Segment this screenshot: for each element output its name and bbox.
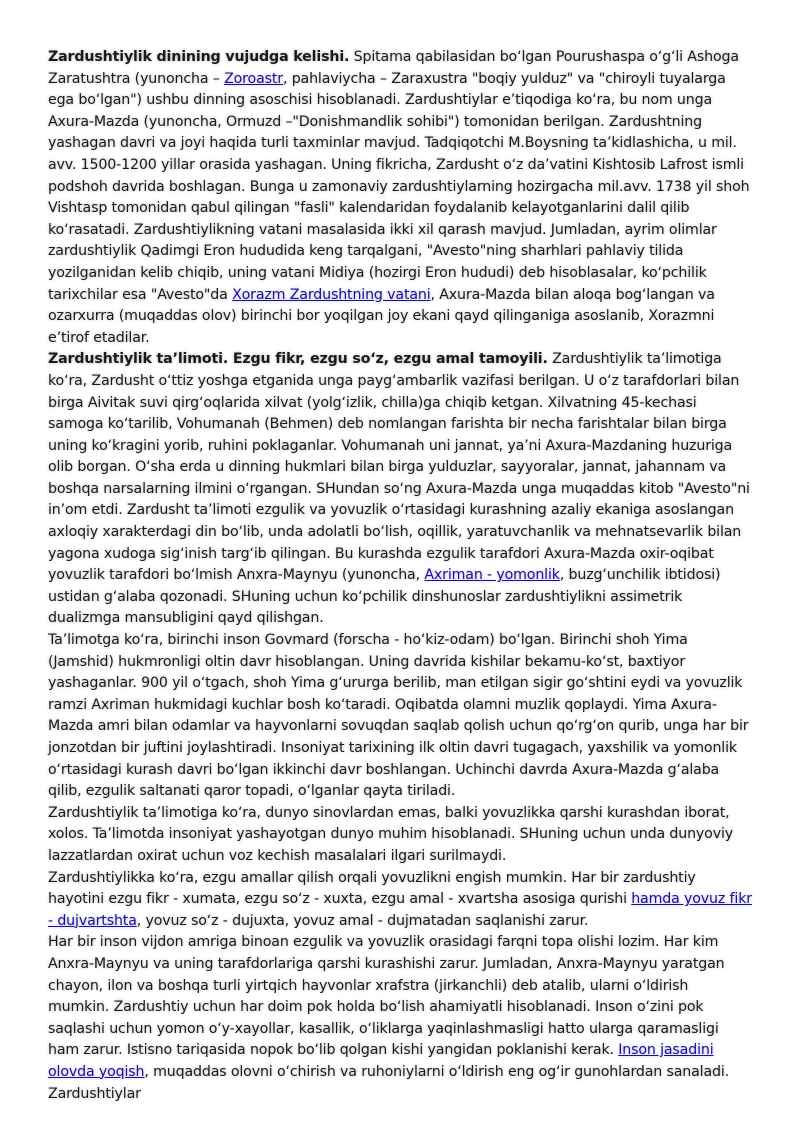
section-heading-teaching: Zardushtiylik ta’limoti. Ezgu fikr, ezgu so‘z, ezgu amal tamoyili. (48, 351, 548, 368)
paragraph-text: , muqaddas olovni o‘chirish va ruhoniylarni o‘ldirish eng og‘ir gunohlardan sanaladi. Zardushtiylar (48, 1063, 729, 1102)
link-xorazm-homeland[interactable]: Xorazm Zardushtning vatani (232, 286, 431, 303)
paragraph-origin (48, 47, 752, 349)
paragraph-first-man: Ta’limotga ko‘ra, birinchi inson Govmard (forscha - ho‘kiz-odam) bo‘lgan. Birinchi shoh Yima (Jamshid) hukmronligi oltin davr hisoblangan. Uning davrida kishilar bekamu-ko‘st, baxtiyor yashaganlar. 900 yil o‘tgach, shoh Yima g‘ururga berilib, man etilgan sigir go‘shtini eydi va yovuzlik ramzi Axriman hukmidagi kuchlar bosh ko‘taradi. Oqibatda olamni muzlik qoplaydi. Yima Axura-Mazda amri bilan odamlar va hayvonlarni sovuqdan saqlab qolish uchun qo‘rg‘on qurib, unga har bir jonzotdan bir juftini joylashtiradi. Insoniyat tarixining ilk oltin davri tugagach, yaxshilik va yomonlik o‘rtasidagi kurash davri bo‘lgan ikkinchi davr boshlangan. Uchinchi davrda Axura-Mazda g‘alaba qilib, ezgulik saltanati qaror topadi, o‘lganlar qayta tiriladi. (48, 632, 749, 800)
link-evil-thought[interactable]: hamda yovuz fikr - dujvartshta (48, 891, 752, 929)
link-cremation[interactable]: Inson jasadini olovda yoqish (48, 1042, 714, 1080)
link-zoroastr[interactable]: Zoroastr (224, 70, 283, 87)
document-page (48, 47, 752, 1105)
paragraph-text: Har bir inson vijdon amriga binoan ezgulik va yovuzlik orasidagi farqni topa olishi lozim. Har kim Anxra-Maynyu va uning tarafdorlariga qarshi kurashishi zarur. Jumladan, Anxra-Maynyu yaratgan chayon, ilon va boshqa turli yirtqich hayvonlar xrafstra (jirkanchli) deb atalib, ularni o‘ldirish mumkin. Zardushtiy uchun har doim pok holda bo‘lish ahamiyatli hisoblanadi. Inson o‘zini pok saqlashi uchun yomon o‘y-xayollar, kasallik, o‘liklarga yaqinlashmasligi hatto ularga qaramasligi ham zarur. Istisno tariqasida nopok bo‘lib qolgan kishi yangidan poklanishi kerak. (48, 934, 725, 1059)
paragraph-text: Zardushtiylikka ko‘ra, ezgu amallar qilish orqali yovuzlikni engish mumkin. Har bir zardushtiy hayotini ezgu fikr - xumata, ezgu so‘z - xuxta, ezgu amal - xvartsha asosiga qurishi (48, 869, 696, 908)
section-heading-origin: Zardushtiylik dinining vujudga kelishi. (48, 49, 350, 65)
paragraph-world: Zardushtiylik ta’limotiga ko‘ra, dunyo sinovlardan emas, balki yovuzlikka qarshi kurashdan iborat, xolos. Ta’limotda insoniyat yashayotgan dunyo muhim hisoblanadi. SHuning uchun unda dunyoviy lazzatlardan oxirat uchun voz kechish masalalari ilgari surilmaydi. (48, 804, 733, 864)
paragraph-text: Spitama qabilasidan bo‘lgan Pourushaspa o‘g‘li Ashoga Zaratushtra (yunoncha – (48, 49, 739, 87)
paragraph-good-deeds (48, 868, 752, 933)
paragraph-text: , yovuz so‘z - dujuxta, yovuz amal - dujmatadan saqlanishi zarur. (136, 912, 589, 929)
paragraph-text: , Axura-Mazda bilan aloqa bog‘langan va ozarxurra (muqaddas olov) birinchi bor yoqilgan joy ekani qayd qilinganiga asoslanib, Xorazmni e’tirof etadilar. (48, 286, 715, 346)
paragraph-teaching (48, 349, 752, 630)
paragraph-text: , buzg‘unchilik ibtidosi) ustidan g‘alaba qozonadi. SHuning uchun ko‘pchilik dinshunoslar zardushtiylikni assimetrik dualizmga mansubligini qayd qilishgan. (48, 567, 721, 627)
paragraph-text: , pahlaviycha – Zaraxustra "boqiy yulduz" va "chiroyli tuyalarga ega bo‘lgan") ushbu dinning asoschisi hisoblanadi. Zardushtiylar e’tiqodiga ko‘ra, bu nom unga Axura-Mazda (yunoncha, Ormuzd –"Donishmandlik sohibi") tomonidan berilgan. Zardushtning yashagan davri va joyi haqida turli taxminlar mavjud. Tadqiqotchi M.Boysning ta’kidlashicha, u mil. avv. 1500-1200 yillar orasida yashagan. Uning fikricha, Zardusht o‘z da’vatini Kishtosib Lafrost ismli podshoh davrida boshlagan. Bunga u zamonaviy zardushtiylarning hozirgacha mil.avv. 1738 yil shoh Vishtasp tomonidan qabul qilingan "fasli" kalendaridan foydalanib kelayotganlarini dalil qilib ko‘rasatadi. Zardushtiylikning vatani masalasida ikki xil qarash mavjud. Jumladan, ayrim olimlar zardushtiylik Qadimgi Eron hududida keng tarqalgani, "Avesto"ning sharhlari pahlaviy tilida yozilganidan kelib chiqib, uning vatani Midiya (hozirgi Eron hududi) deb hisoblasalar, ko‘pchilik tarixchilar esa "Avesto"da (48, 70, 750, 303)
link-axriman[interactable]: Axriman - yomonlik (424, 567, 560, 584)
paragraph-text: Zardushtiylik ta’limotiga ko‘ra, Zardusht o‘ttiz yoshga etganida unga payg‘ambarlik vazifasi berilgan. U o‘z tarafdorlari bilan birga Aivitak suvi qirg‘oqlarida xilvat (yolg‘izlik, chilla)ga chiqib ketgan. Xilvatning 45-kechasi samoga ko‘tarilib, Vohumanah (Behmen) deb nomlangan farishta bir necha farishtalar bilan birga uning ko‘kragini yorib, ruhini poklaganlar. Vohumanah uni jannat, ya’ni Axura-Mazdaning huzuriga olib borgan. O‘sha erda u dinning hukmlari bilan birga yulduzlar, sayyoralar, jannat, jahannam va boshqa narsalarning ilmini o‘rgangan. SHundan so‘ng Axura-Mazda unga muqaddas kitob "Avesto"ni in’om etdi. Zardusht ta’limoti ezgulik va yovuzlik o‘rtasidagi kurashning azaliy ekaniga asoslangan axloqiy xarakterdagi din bo‘lib, unda adolatli bo‘lish, oqillik, yaratuvchanlik va mehnatsevarlik bilan yagona xudoga sig‘inish targ‘ib qilingan. Bu kurashda ezgulik tarafdori Axura-Mazda oxir-oqibat yovuzlik tarafdori bo‘lmish Anxra-Maynyu (yunoncha, (48, 351, 750, 584)
paragraph-conscience (48, 932, 752, 1105)
